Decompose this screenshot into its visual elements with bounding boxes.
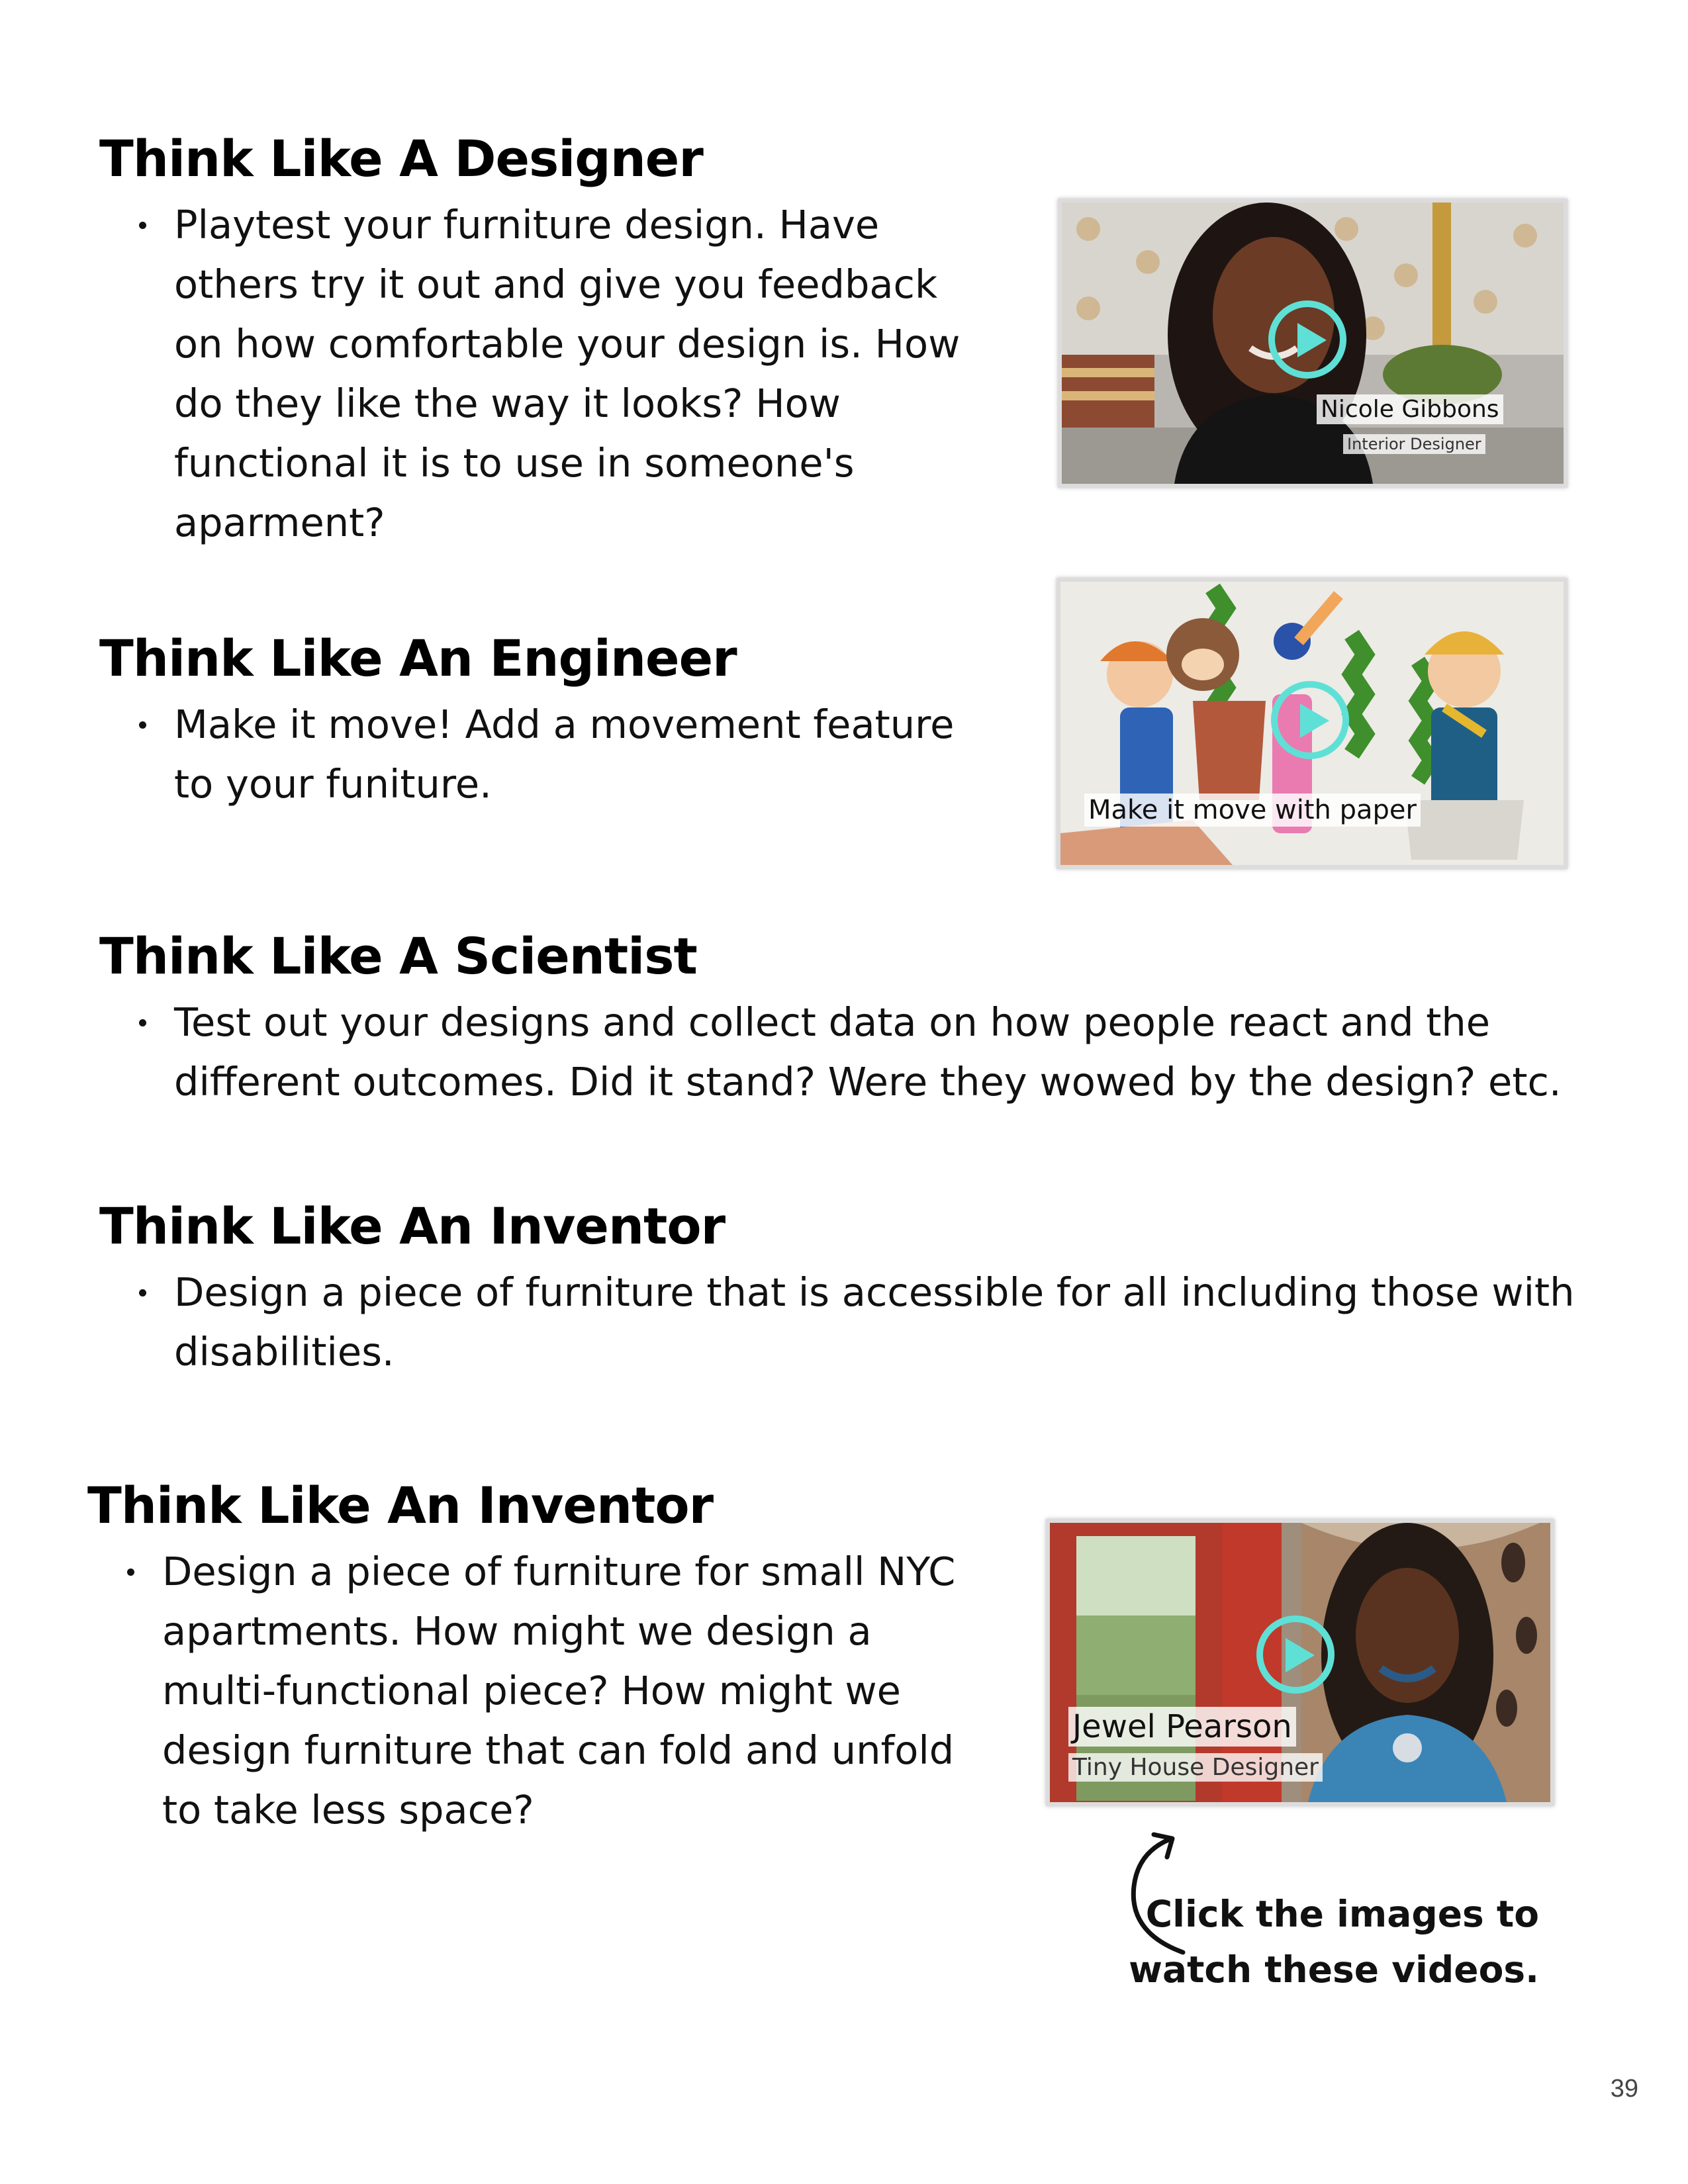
watch-videos-callout [1129, 1886, 1539, 1997]
video-thumbnail-make-it-move[interactable] [1056, 578, 1568, 869]
list-item [99, 993, 1602, 1112]
video-person-role: Tiny House Designer [1068, 1753, 1323, 1782]
bullet-icon [139, 721, 146, 729]
bullet-icon [139, 1289, 146, 1297]
callout-line-1: Click the images to [1145, 1893, 1539, 1935]
section-heading-inventor-nyc: Think Like An Inventor [87, 1476, 714, 1535]
play-icon[interactable] [1268, 300, 1346, 379]
inventor-accessible-bullets [99, 1263, 1602, 1382]
bullet-icon [127, 1569, 134, 1576]
scientist-bullets [99, 993, 1602, 1112]
video-person-name: Nicole Gibbons [1317, 394, 1503, 424]
video-caption: Make it move with paper [1084, 794, 1421, 827]
section-heading-engineer: Think Like An Engineer [99, 629, 737, 688]
bullet-text: Playtest your furniture design. Have others try it out and give you feedback on how comfortable your design is. How do they like the way it looks? How functional it is to use in someone's aparment? [174, 202, 961, 545]
play-icon[interactable] [1271, 681, 1349, 759]
bullet-text: Design a piece of furniture for small NYC apartments. How might we design a multi-functional piece? How might we design furniture that can fold and unfold to take less space? [162, 1549, 956, 1833]
list-item [99, 1263, 1602, 1382]
bullet-text: Make it move! Add a movement feature to your funiture. [174, 702, 955, 807]
section-heading-designer: Think Like A Designer [99, 129, 703, 188]
bullet-text: Design a piece of furniture that is accessible for all including those with disabilities. [174, 1269, 1575, 1375]
list-item [87, 1542, 968, 1840]
section-heading-scientist: Think Like A Scientist [99, 927, 697, 985]
bullet-icon [139, 222, 146, 229]
video-person-role: Interior Designer [1343, 434, 1485, 454]
engineer-bullets [99, 695, 980, 814]
inventor-nyc-bullets [87, 1542, 968, 1840]
designer-bullets [99, 195, 980, 553]
bullet-icon [139, 1019, 146, 1026]
list-item [99, 695, 980, 814]
section-heading-inventor-accessible: Think Like An Inventor [99, 1197, 726, 1255]
play-icon[interactable] [1256, 1615, 1335, 1694]
video-person-name: Jewel Pearson [1068, 1707, 1296, 1747]
list-item [99, 195, 980, 553]
bullet-text: Test out your designs and collect data on how people react and the different outcomes. Did it stand? Were they wowed by the design? etc. [174, 999, 1562, 1105]
video-thumbnail-jewel-pearson[interactable] [1046, 1519, 1554, 1806]
page-number: 39 [1610, 2075, 1638, 2103]
video-thumbnail-nicole-gibbons[interactable] [1058, 199, 1568, 488]
callout-line-2: watch these videos. [1129, 1948, 1539, 1991]
